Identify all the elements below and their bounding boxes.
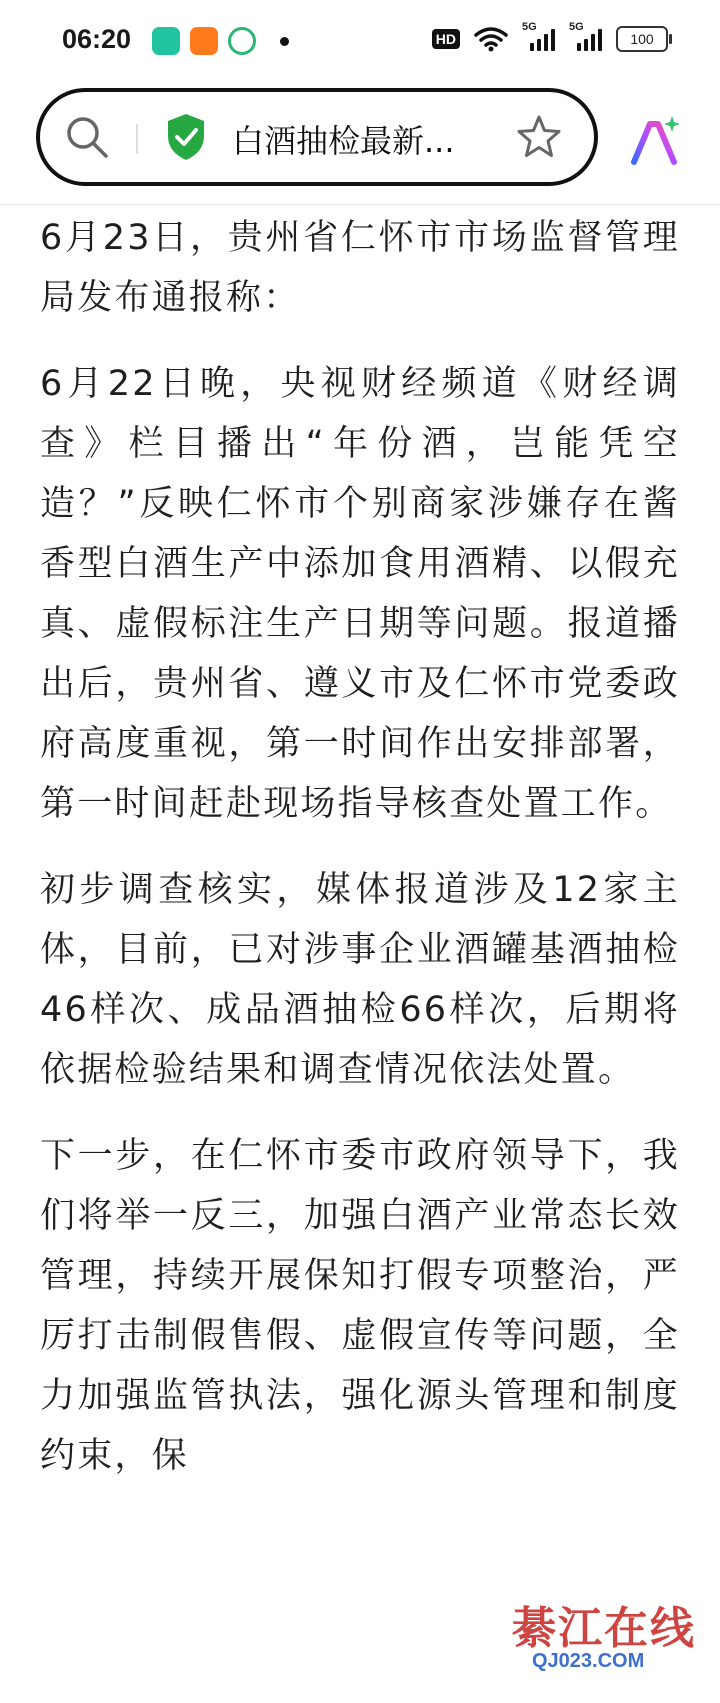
- article-paragraph: 6月23日，贵州省仁怀市市场监督管理局发布通报称：: [40, 218, 680, 318]
- watermark-url: QJ023.COM: [532, 1650, 645, 1672]
- search-divider: [136, 124, 138, 154]
- battery-icon: 100: [616, 26, 668, 52]
- site-watermark: [492, 1592, 702, 1692]
- more-notifications-dot-icon: [280, 37, 289, 46]
- watermark-title: 綦江在线: [512, 1603, 696, 1654]
- status-time: 06:20: [62, 24, 132, 54]
- wifi-icon: [474, 26, 508, 52]
- status-bar: [0, 0, 720, 80]
- search-query-text[interactable]: 白酒抽检最新...: [232, 122, 455, 160]
- hd-voice-icon: HD: [432, 29, 460, 49]
- search-box[interactable]: [36, 88, 598, 186]
- shield-check-icon[interactable]: [164, 112, 208, 162]
- notification-icons: [152, 27, 289, 55]
- star-icon[interactable]: [516, 114, 562, 160]
- article-paragraph: 6月22日晚，央视财经频道《财经调查》栏目播出“年份酒，岂能凭空造？”反映仁怀市个别商家涉嫌存在酱香型白酒生产中添加食用酒精、以假充真、虚假标注生产日期等问题。报道播出后，贵州省、遵义市及仁怀市党委政府高度重视，第一时间作出安排部署，第一时间赶赴现场指导核查处置工作。: [40, 364, 680, 824]
- search-toolbar: [0, 80, 720, 205]
- article-body: [40, 208, 680, 1512]
- bank-app-icon: [228, 27, 256, 55]
- signal-5g-icon-1: 5G: [522, 27, 555, 51]
- signal-5g-icon-2: 5G: [569, 27, 602, 51]
- ai-assistant-icon[interactable]: [628, 114, 682, 168]
- wallet-app-icon: [152, 27, 180, 55]
- search-icon[interactable]: [64, 114, 110, 160]
- article-paragraph: 下一步，在仁怀市委市政府领导下，我们将举一反三，加强白酒产业常态长效管理，持续开展保知打假专项整治，严厉打击制假售假、虚假宣传等问题，全力加强监管执法，强化源头管理和制度约束，保: [40, 1136, 680, 1476]
- shopping-app-icon: [190, 27, 218, 55]
- system-status: [432, 21, 668, 52]
- article-paragraph: 初步调查核实，媒体报道涉及12家主体，目前，已对涉事企业酒罐基酒抽检46样次、成品酒抽检66样次，后期将依据检验结果和调查情况依法处置。: [40, 870, 680, 1090]
